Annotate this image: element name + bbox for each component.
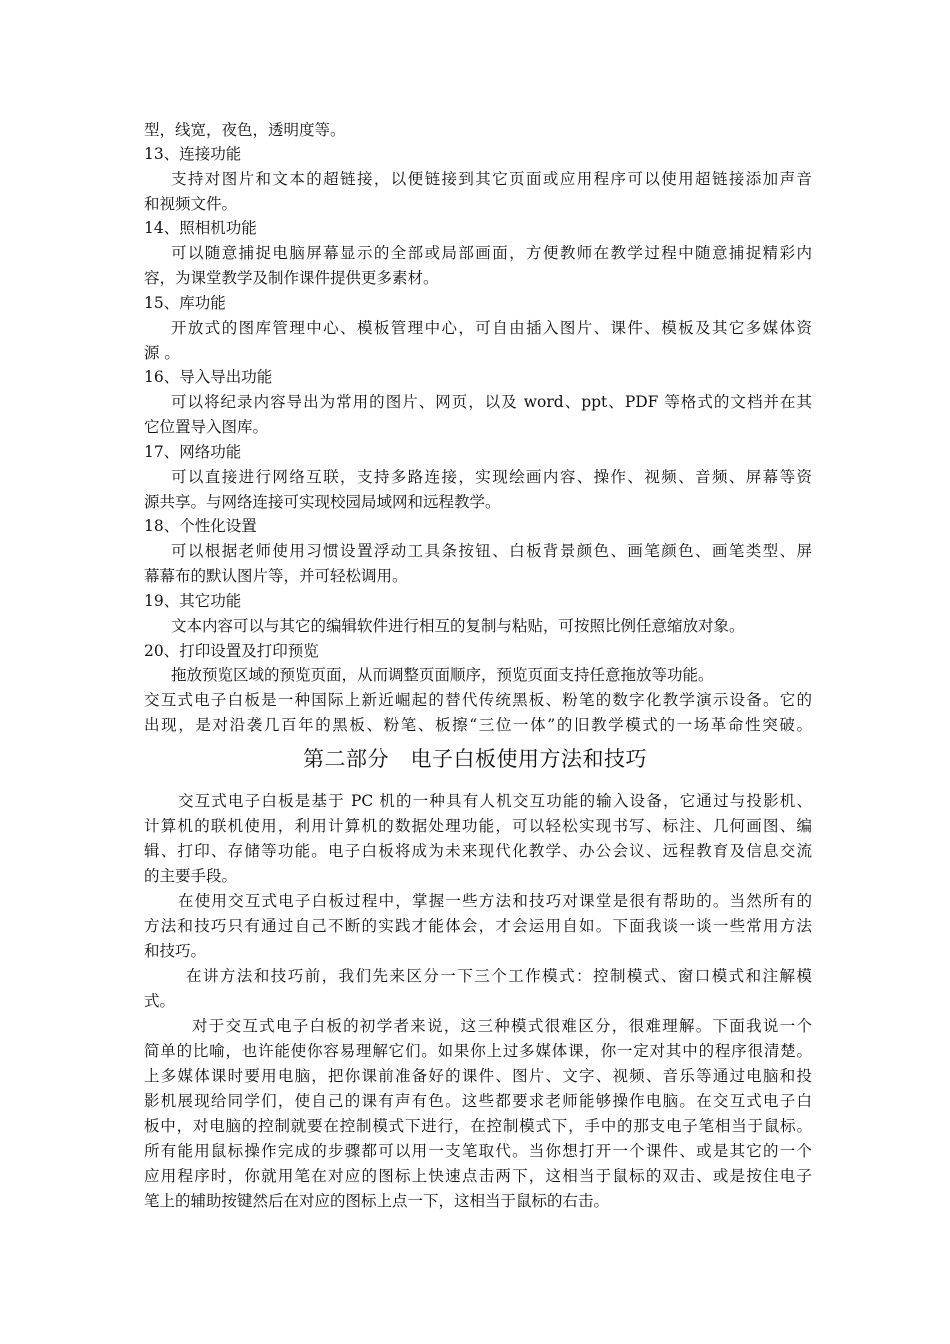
text-line: 幕幕布的默认图片等，并可轻松调用。 [144, 567, 408, 585]
text-line: 的主要手段。 [144, 867, 238, 885]
section-heading: 18、个性化设置 [144, 517, 257, 535]
text-line: 计算机的联机使用，利用计算机的数据处理功能，可以轻松实现书写、标注、几何画图、编 [144, 817, 812, 835]
text-line: 支持对图片和文本的超链接，以便链接到其它页面或应用程序可以使用超链接添加声音 [171, 170, 812, 188]
text-line: 可以随意捕捉电脑屏幕显示的全部或局部画面，方便教师在教学过程中随意捕捉精彩内 [171, 244, 812, 262]
text-line: 出现，是对沿袭几百年的黑板、粉笔、板擦“三位一体”的旧教学模式的一场革命性突破。 [144, 716, 812, 734]
text-line: 对于交互式电子白板的初学者来说，这三种模式很难区分，很难理解。下面我说一个 [192, 1017, 812, 1035]
section-heading: 15、库功能 [144, 294, 226, 312]
text-line: 方法和技巧只有通过自己不断的实践才能体会，才会运用自如。下面我谈一谈一些常用方法 [144, 917, 812, 935]
section-heading: 19、其它功能 [144, 592, 242, 610]
text-line: 所有能用鼠标操作完成的步骤都可以用一支笔取代。当你想打开一个课件、或是其它的一个 [144, 1142, 812, 1160]
text-line: 应用程序时，你就用笔在对应的图标上快速点击两下，这相当于鼠标的双击、或是按住电子 [144, 1167, 812, 1185]
text-line: 可以直接进行网络互联，支持多路连接，实现绘画内容、操作、视频、音频、屏幕等资 [171, 468, 812, 486]
text-line: 笔上的辅助按键然后在对应的图标上点一下，这相当于鼠标的右击。 [144, 1192, 610, 1210]
text-line: 源共享。与网络连接可实现校园局域网和远程教学。 [144, 493, 501, 511]
text-line: 拖放预览区域的预览页面，从而调整页面顺序，预览页面支持任意拖放等功能。 [171, 666, 714, 684]
text-line: 交互式电子白板是一种国际上新近崛起的替代传统黑板、粉笔的数字化教学演示设备。它的 [144, 691, 812, 709]
section-heading: 13、连接功能 [144, 145, 242, 163]
text-line: 交互式电子白板是基于 PC 机的一种具有人机交互功能的输入设备，它通过与投影机、 [178, 792, 812, 810]
text-line: 开放式的图库管理中心、模板管理中心，可自由插入图片、课件、模板及其它多媒体资 [171, 319, 812, 337]
text-line: 影机展现给同学们，使自己的课有声有色。这些都要求老师能够操作电脑。在交互式电子白 [144, 1092, 812, 1110]
text-line: 型，线宽，夜色，透明度等。 [144, 121, 346, 139]
section-heading: 20、打印设置及打印预览 [144, 642, 319, 660]
text-line: 板中，对电脑的控制就要在控制模式下进行，在控制模式下，手中的那支电子笔相当于鼠标。 [144, 1117, 812, 1135]
text-line: 容，为课堂教学及制作课件提供更多素材。 [144, 269, 439, 287]
text-line: 和技巧。 [144, 942, 207, 960]
text-line: 上多媒体课时要用电脑，把你课前准备好的课件、图片、文字、视频、音乐等通过电脑和投 [144, 1067, 812, 1085]
part-two-title: 第二部分 电子白板使用方法和技巧 [303, 747, 647, 771]
text-line: 可以将纪录内容导出为常用的图片、网页，以及 word、ppt、PDF 等格式的文档并在其 [171, 393, 812, 411]
text-line: 源 。 [144, 344, 180, 362]
text-line: 简单的比喻，也许能使你容易理解它们。如果你上过多媒体课，你一定对其中的程序很清楚。 [144, 1042, 812, 1060]
section-heading: 16、导入导出功能 [144, 368, 273, 386]
text-line: 和视频文件。 [144, 195, 238, 213]
text-line: 在讲方法和技巧前，我们先来区分一下三个工作模式：控制模式、窗口模式和注解模 [186, 967, 812, 985]
text-line: 可以根据老师使用习惯设置浮动工具条按钮、白板背景颜色、画笔颜色、画笔类型、屏 [171, 542, 812, 560]
text-line: 式。 [144, 992, 176, 1010]
section-heading: 14、照相机功能 [144, 219, 257, 237]
text-line: 辑、打印、存储等功能。电子白板将成为未来现代化教学、办公会议、远程教育及信息交流 [144, 842, 812, 860]
text-line: 文本内容可以与其它的编辑软件进行相互的复制与粘贴，可按照比例任意缩放对象。 [171, 617, 745, 635]
text-line: 它位置导入图库。 [144, 418, 269, 436]
text-line: 在使用交互式电子白板过程中，掌握一些方法和技巧对课堂是很有帮助的。当然所有的 [178, 892, 812, 910]
section-heading: 17、网络功能 [144, 443, 242, 461]
